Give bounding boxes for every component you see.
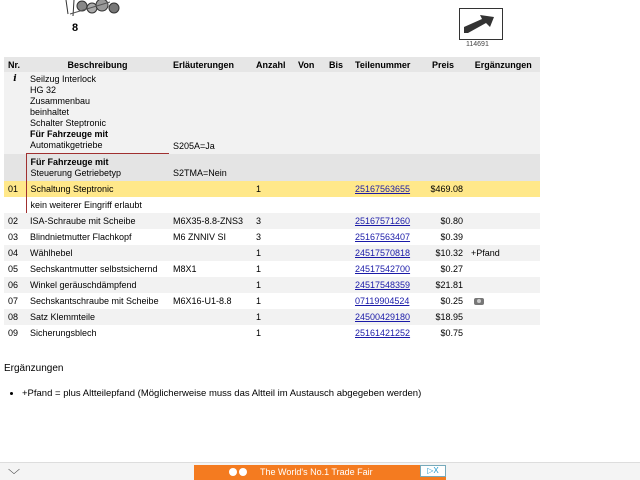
row-beschreibung: ISA-Schraube mit Scheibe — [26, 213, 169, 229]
info-line: Zusammenbau — [30, 96, 91, 106]
row-beschreibung: Sicherungsblech — [30, 328, 97, 338]
info-line: beinhaltet — [30, 107, 70, 117]
header-nr: Nr. — [4, 57, 26, 72]
part-number-link[interactable]: 24500429180 — [355, 312, 411, 322]
row-ergaenzungen — [467, 213, 540, 229]
header-beschreibung: Beschreibung — [26, 57, 169, 72]
row-ergaenzungen — [467, 293, 540, 309]
row-preis: $0.75 — [440, 328, 463, 338]
ad-text: The World's No.1 Trade Fair — [260, 467, 373, 477]
part-number-link[interactable]: 25167571260 — [355, 216, 411, 226]
info-row — [4, 72, 540, 154]
row-ergaenzungen — [467, 309, 540, 325]
row01-note: kein weiterer Eingriff erlaubt — [26, 197, 252, 213]
row-ergaenzungen — [467, 277, 540, 293]
row-anzahl: 1 — [252, 245, 294, 261]
row-erlaeuterungen: M6X16-U1-8.8 — [173, 296, 232, 306]
info-line: HG 32 — [30, 85, 57, 95]
diagram-thumbnail[interactable] — [459, 8, 503, 40]
arrow-icon — [460, 9, 502, 39]
ergaenzungen-heading: Ergänzungen — [4, 363, 64, 374]
table-header-row — [4, 57, 540, 72]
row-erlaeuterungen — [169, 309, 252, 325]
parts-illustration-icon — [60, 0, 140, 22]
row-anzahl: 1 — [256, 328, 262, 338]
row-preis: $0.27 — [440, 264, 463, 274]
row-ergaenzungen — [467, 261, 540, 277]
row-preis: $10.32 — [419, 245, 467, 261]
row-preis: $0.80 — [419, 213, 467, 229]
row-anzahl: 1 — [252, 309, 294, 325]
header-erlaeuterungen: Erläuterungen — [169, 57, 252, 72]
row-erlaeuterungen — [169, 181, 252, 197]
info2-row — [4, 154, 540, 182]
ad-logo-icon — [228, 467, 252, 477]
row-note — [4, 197, 540, 213]
part-number-link[interactable]: 25161421252 — [355, 328, 411, 338]
row-nr: 06 — [4, 277, 26, 293]
row-beschreibung: Blindnietmutter Flachkopf — [30, 232, 132, 242]
row-anzahl: 3 — [256, 232, 262, 242]
header-von: Von — [294, 57, 325, 72]
row-nr: 02 — [4, 213, 26, 229]
part-number-link[interactable]: 07119904524 — [355, 296, 410, 306]
table-row[interactable] — [4, 293, 540, 309]
row-ergaenzungen — [467, 325, 540, 341]
diagram-number: 8 — [72, 22, 79, 34]
table-row[interactable] — [4, 277, 540, 293]
info-bold-line: Für Fahrzeuge mit — [30, 129, 109, 139]
info-line: Automatikgetriebe — [30, 140, 103, 150]
table-row[interactable] — [4, 229, 540, 245]
table-row[interactable] — [4, 325, 540, 341]
row-preis: $469.08 — [419, 181, 467, 197]
info2-description — [26, 154, 169, 182]
row-beschreibung: Winkel geräuschdämpfend — [26, 277, 169, 293]
row-beschreibung: Satz Klemmteile — [26, 309, 169, 325]
part-number-link[interactable]: 24517570818 — [355, 248, 411, 258]
info-description — [26, 72, 169, 154]
list-item: • +Pfand = plus Altteilepfand (Möglicherweise muss das Altteil im Austausch abgegeben werden) — [22, 388, 421, 399]
row-nr: 03 — [8, 232, 19, 242]
header-anzahl: Anzahl — [252, 57, 294, 72]
parts-diagram[interactable] — [0, 0, 640, 56]
info2-erlaeuterung: S2TMA=Nein — [169, 154, 252, 182]
row-anzahl: 1 — [256, 296, 262, 306]
row-beschreibung: Sechskantschraube mit Scheibe — [30, 296, 159, 306]
row-nr: 04 — [4, 245, 26, 261]
info2-bold-line: Für Fahrzeuge mit — [30, 157, 109, 167]
diagram-code: 114691 — [466, 41, 489, 48]
row-ergaenzungen — [467, 229, 540, 245]
row-anzahl: 1 — [256, 264, 262, 274]
table-row[interactable] — [4, 213, 540, 229]
info2-line: Steuerung Getriebetyp — [30, 168, 122, 178]
row-anzahl: 1 — [252, 277, 294, 293]
table-row[interactable] — [4, 245, 540, 261]
row-beschreibung: Schaltung Steptronic — [26, 181, 169, 197]
row-preis: $0.39 — [440, 232, 463, 242]
part-number-link[interactable]: 25167563655 — [355, 184, 411, 194]
row-preis: $0.25 — [440, 296, 463, 306]
row-nr: 07 — [8, 296, 19, 306]
camera-icon[interactable] — [474, 298, 484, 305]
ad-close-icon[interactable]: ▷X — [420, 465, 446, 477]
row-erlaeuterungen: M8X1 — [173, 264, 197, 274]
row-beschreibung: Sechskantmutter selbstsichernd — [30, 264, 158, 274]
ergaenzungen-list — [22, 388, 421, 399]
row-anzahl: 1 — [252, 181, 294, 197]
part-number-link[interactable]: 24517548359 — [355, 280, 411, 290]
header-bis: Bis — [325, 57, 351, 72]
info-line: Schalter Steptronic — [30, 118, 107, 128]
row-nr: 08 — [4, 309, 26, 325]
part-number-link[interactable]: 25167563407 — [355, 232, 411, 242]
parts-table — [4, 57, 540, 341]
info-line: Seilzug Interlock — [30, 74, 97, 84]
part-number-link[interactable]: 24517542700 — [355, 264, 411, 274]
table-row[interactable] — [4, 261, 540, 277]
info-icon[interactable]: i — [13, 74, 17, 84]
table-row[interactable] — [4, 309, 540, 325]
row-nr: 05 — [8, 264, 19, 274]
row-ergaenzungen: +Pfand — [467, 245, 540, 261]
header-preis: Preis — [419, 57, 467, 72]
row-preis-cell — [419, 293, 467, 309]
row-erlaeuterungen: M6 ZNNIV SI — [173, 232, 227, 242]
row-preis: $18.95 — [419, 309, 467, 325]
row-beschreibung: Wählhebel — [26, 245, 169, 261]
table-row[interactable] — [4, 181, 540, 197]
row-erlaeuterungen — [169, 277, 252, 293]
info-erlaeuterung: S205A=Ja — [169, 72, 252, 154]
row-erlaeuterungen — [169, 325, 252, 341]
row-nr: 01 — [4, 181, 26, 197]
row-nr: 09 — [8, 328, 19, 338]
chevron-down-icon[interactable]: ﹀ — [8, 468, 21, 480]
header-ergaenzungen: Ergänzungen — [467, 57, 540, 72]
row-anzahl: 3 — [252, 213, 294, 229]
row-erlaeuterungen — [169, 245, 252, 261]
row-preis: $21.81 — [419, 277, 467, 293]
header-teilenummer: Teilenummer — [351, 57, 419, 72]
row-erlaeuterungen: M6X35-8.8-ZNS3 — [169, 213, 252, 229]
row-ergaenzungen — [467, 181, 540, 197]
